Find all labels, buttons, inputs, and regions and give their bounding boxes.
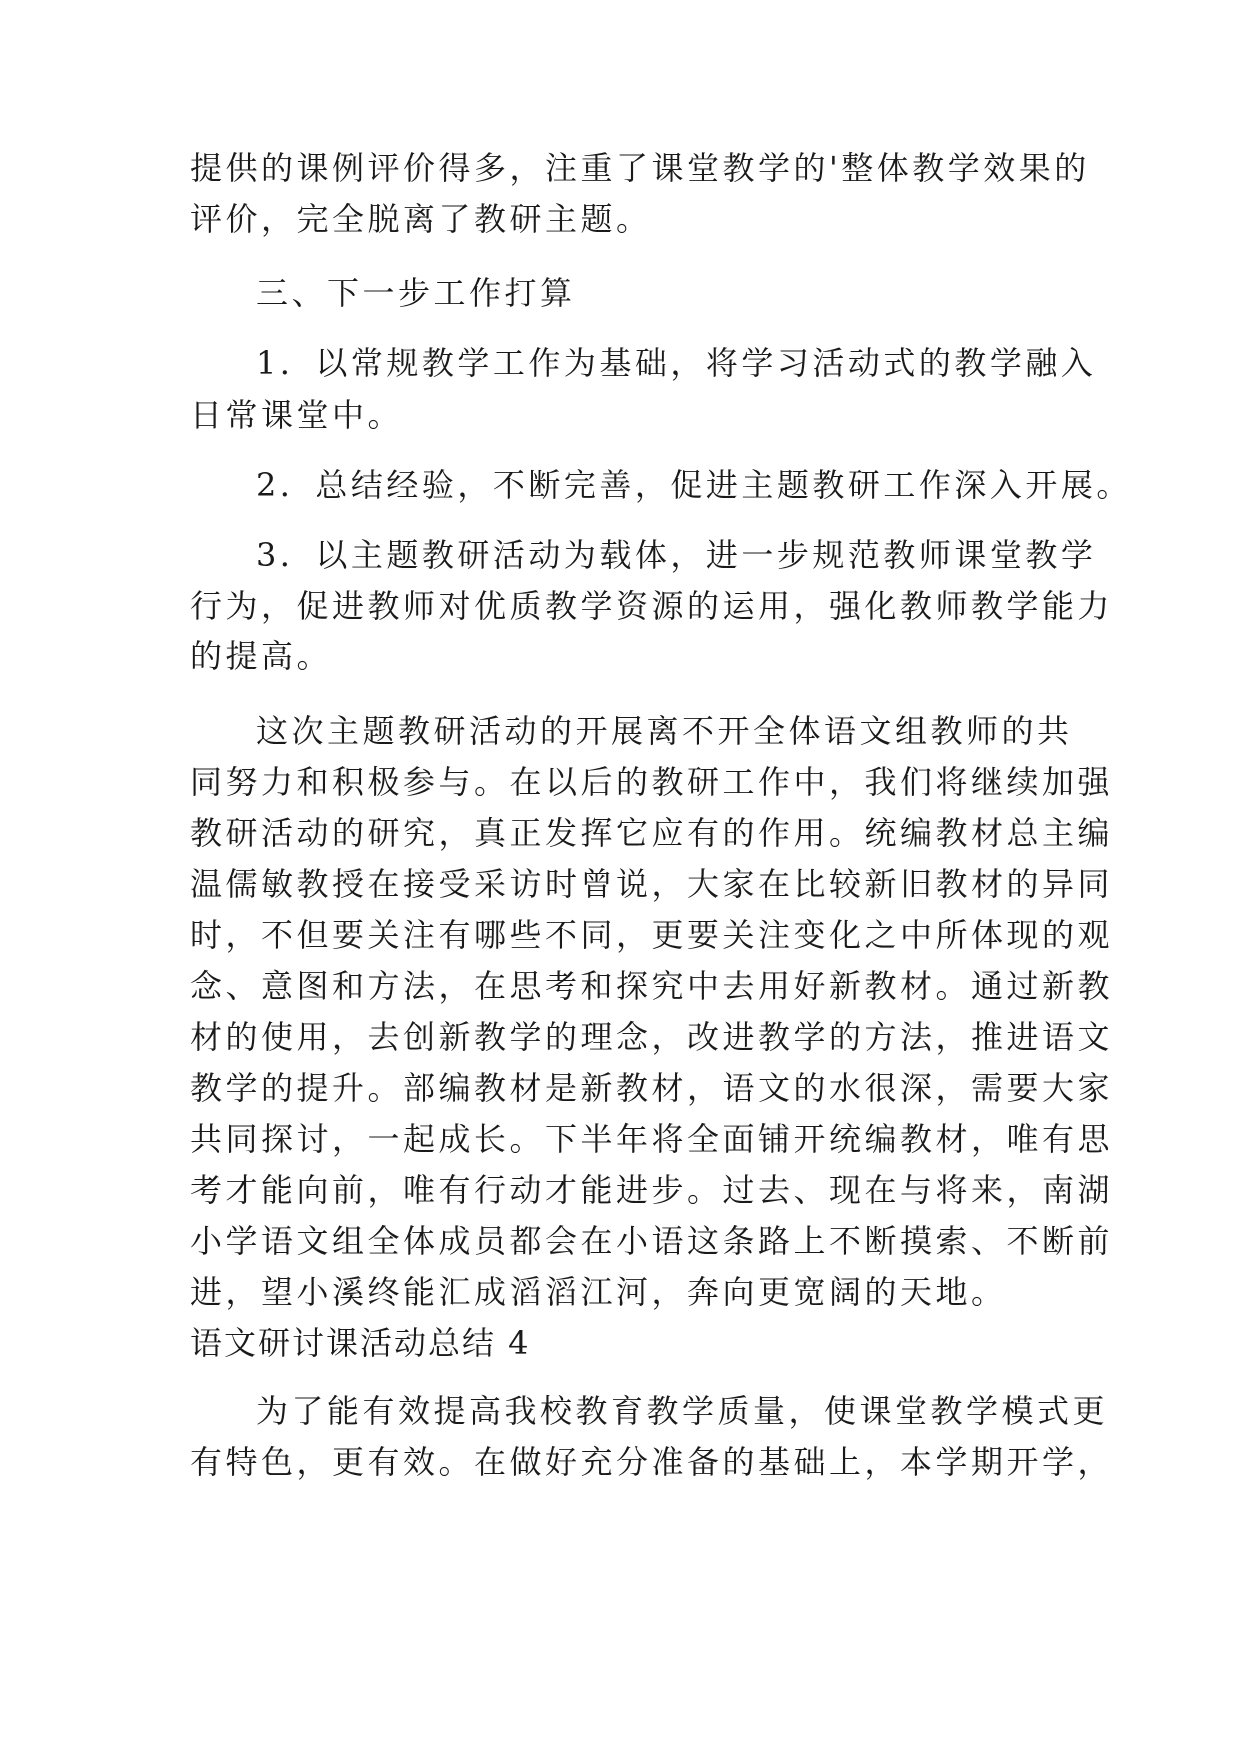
text-line: 同努力和积极参与。在以后的教研工作中，我们将继续加强	[190, 763, 1114, 801]
text-line: 的提高。	[190, 637, 333, 675]
text-line: 评价，完全脱离了教研主题。	[190, 200, 652, 238]
section-heading: 三、下一步工作打算	[256, 274, 576, 312]
text-line: 提供的课例评价得多，注重了课堂教学的'整体教学效果的	[190, 149, 1090, 187]
text-line: 教研活动的研究，真正发挥它应有的作用。统编教材总主编	[190, 814, 1114, 852]
text-line: 念、意图和方法，在思考和探究中去用好新教材。通过新教	[190, 967, 1114, 1005]
text-line: 考才能向前，唯有行动才能进步。过去、现在与将来，南湖	[190, 1171, 1114, 1209]
text-line: 为了能有效提高我校教育教学质量，使课堂教学模式更	[256, 1392, 1109, 1430]
text-line: 进，望小溪终能汇成滔滔江河，奔向更宽阔的天地。	[190, 1273, 1007, 1311]
text-line: 时，不但要关注有哪些不同，更要关注变化之中所体现的观	[190, 916, 1114, 954]
text-line: 日常课堂中。	[190, 396, 404, 434]
text-line: 这次主题教研活动的开展离不开全体语文组教师的共	[256, 712, 1073, 750]
text-line: 温儒敏教授在接受采访时曾说，大家在比较新旧教材的异同	[190, 865, 1114, 903]
section-title: 语文研讨课活动总结 4	[190, 1324, 531, 1362]
text-line: 有特色，更有效。在做好充分准备的基础上，本学期开学，	[190, 1443, 1114, 1481]
text-line: 1．以常规教学工作为基础，将学习活动式的教学融入	[256, 344, 1097, 382]
text-line: 行为，促进教师对优质教学资源的运用，强化教师教学能力	[190, 587, 1114, 625]
text-line: 3．以主题教研活动为载体，进一步规范教师课堂教学	[256, 536, 1097, 574]
text-line: 教学的提升。部编教材是新教材，语文的水很深，需要大家	[190, 1069, 1114, 1107]
text-line: 材的使用，去创新教学的理念，改进教学的方法，推进语文	[190, 1018, 1114, 1056]
text-line: 共同探讨，一起成长。下半年将全面铺开统编教材，唯有思	[190, 1120, 1114, 1158]
text-line: 2．总结经验，不断完善，促进主题教研工作深入开展。	[256, 466, 1132, 504]
text-line: 小学语文组全体成员都会在小语这条路上不断摸索、不断前	[190, 1222, 1114, 1260]
